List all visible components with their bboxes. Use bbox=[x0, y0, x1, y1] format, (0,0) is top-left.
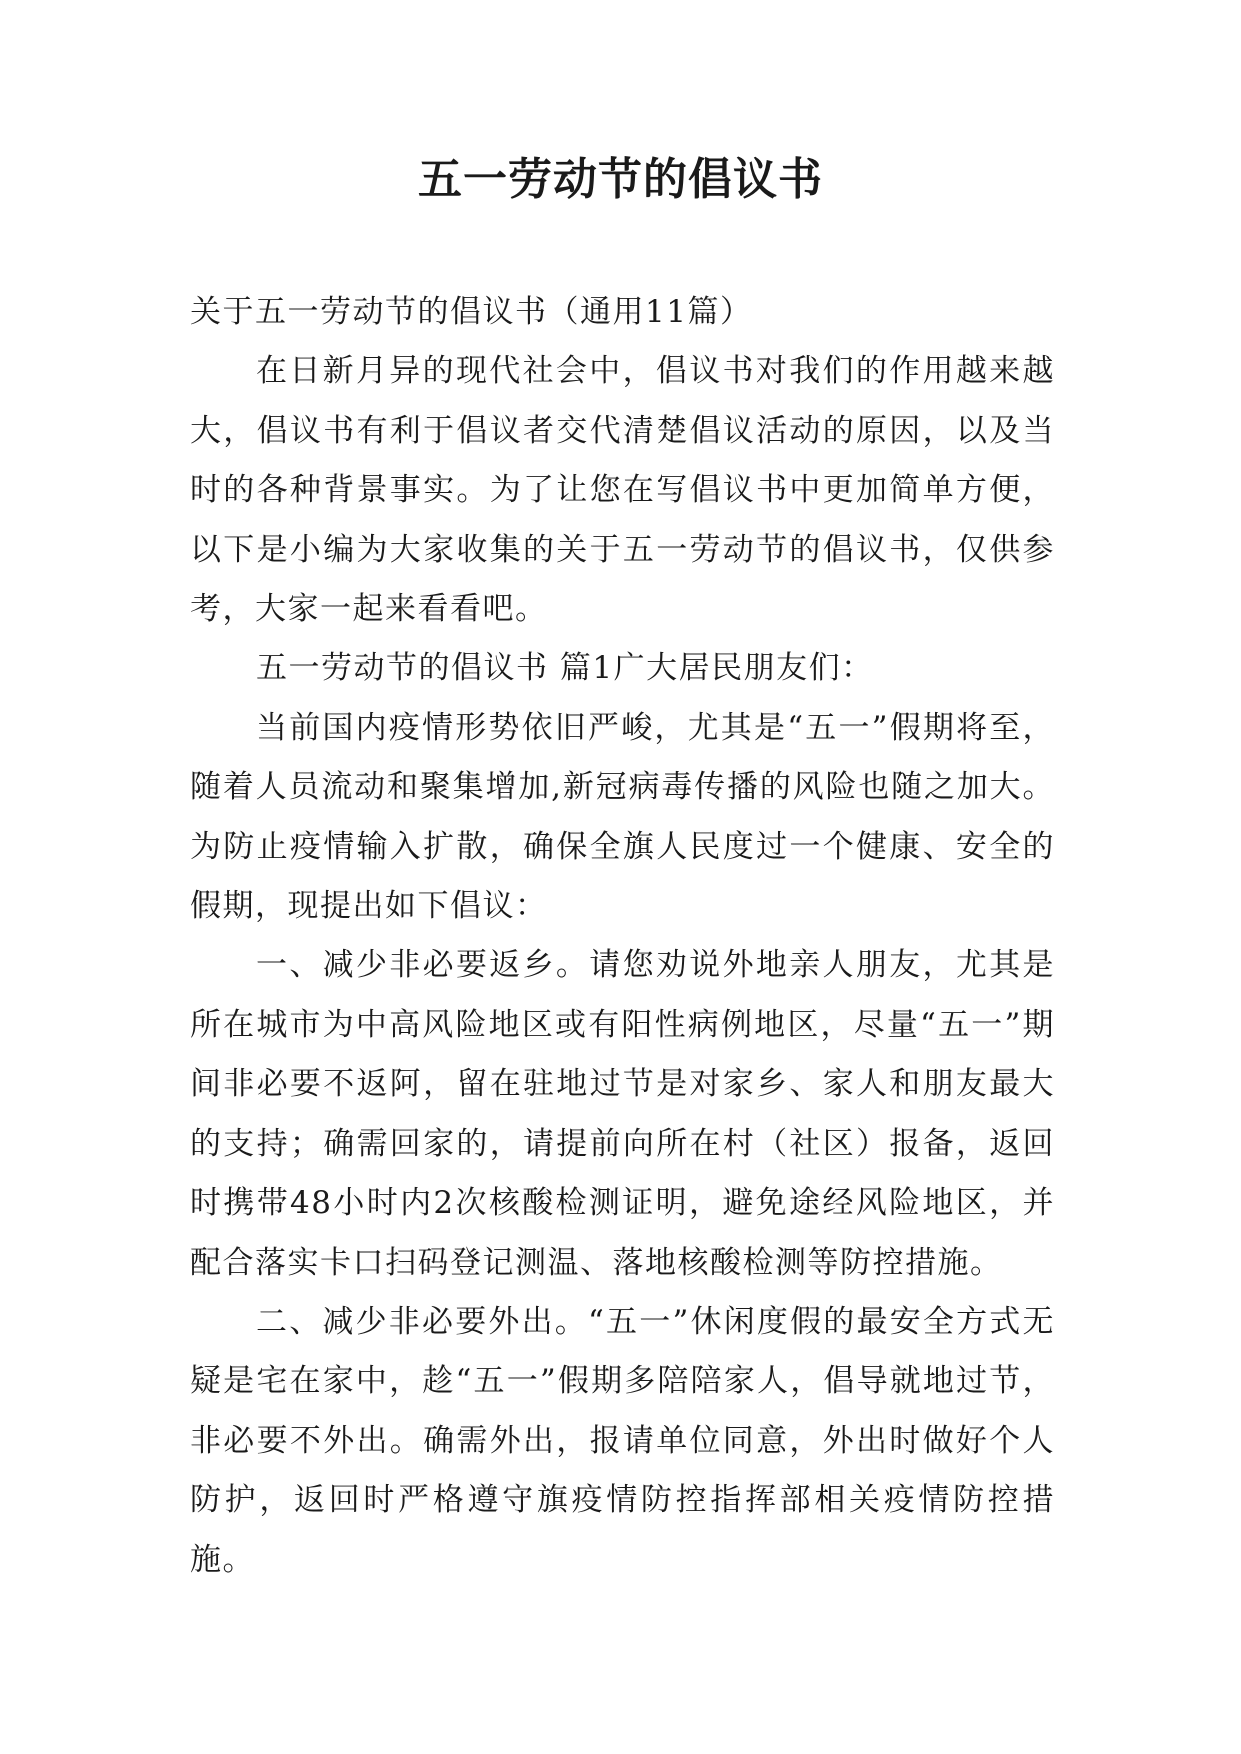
intro-paragraph: 在日新月异的现代社会中，倡议书对我们的作用越来越大，倡议书有利于倡议者交代清楚倡议活动的原因，以及当时的各种背景事实。为了让您在写倡议书中更加简单方便，以下是小编为大家收集的关于五一劳动节的倡议书，仅供参考，大家一起来看看吧。 bbox=[190, 353, 1055, 628]
document-body bbox=[190, 283, 1055, 1590]
document-title: 五一劳动节的倡议书 bbox=[418, 154, 823, 205]
situation-paragraph: 当前国内疫情形势依旧严峻，尤其是“五一”假期将至，随着人员流动和聚集增加,新冠病毒传播的风险也随之加大。为防止疫情输入扩散，确保全旗人民度过一个健康、安全的假期，现提出如下倡议： bbox=[190, 709, 1055, 925]
proposal-one-paragraph: 一、减少非必要返乡。请您劝说外地亲人朋友，尤其是所在城市为中高风险地区或有阳性病例地区，尽量“五一”期间非必要不返阿，留在驻地过节是对家乡、家人和朋友最大的支持；确需回家的，请提前向所在村（社区）报备，返回时携带48小时内2次核酸检测证明，避免途经风险地区，并配合落实卡口扫码登记测温、落地核酸检测等防控措施。 bbox=[190, 947, 1055, 1281]
proposal-two-paragraph: 二、减少非必要外出。“五一”休闲度假的最安全方式无疑是宅在家中，趁“五一”假期多陪陪家人，倡导就地过节，非必要不外出。确需外出，报请单位同意，外出时做好个人防护，返回时严格遵守旗疫情防控指挥部相关疫情防控措施。 bbox=[190, 1303, 1055, 1578]
document-subtitle: 关于五一劳动节的倡议书（通用11篇） bbox=[190, 294, 753, 330]
section-heading-paragraph: 五一劳动节的倡议书 篇1广大居民朋友们： bbox=[256, 650, 874, 687]
